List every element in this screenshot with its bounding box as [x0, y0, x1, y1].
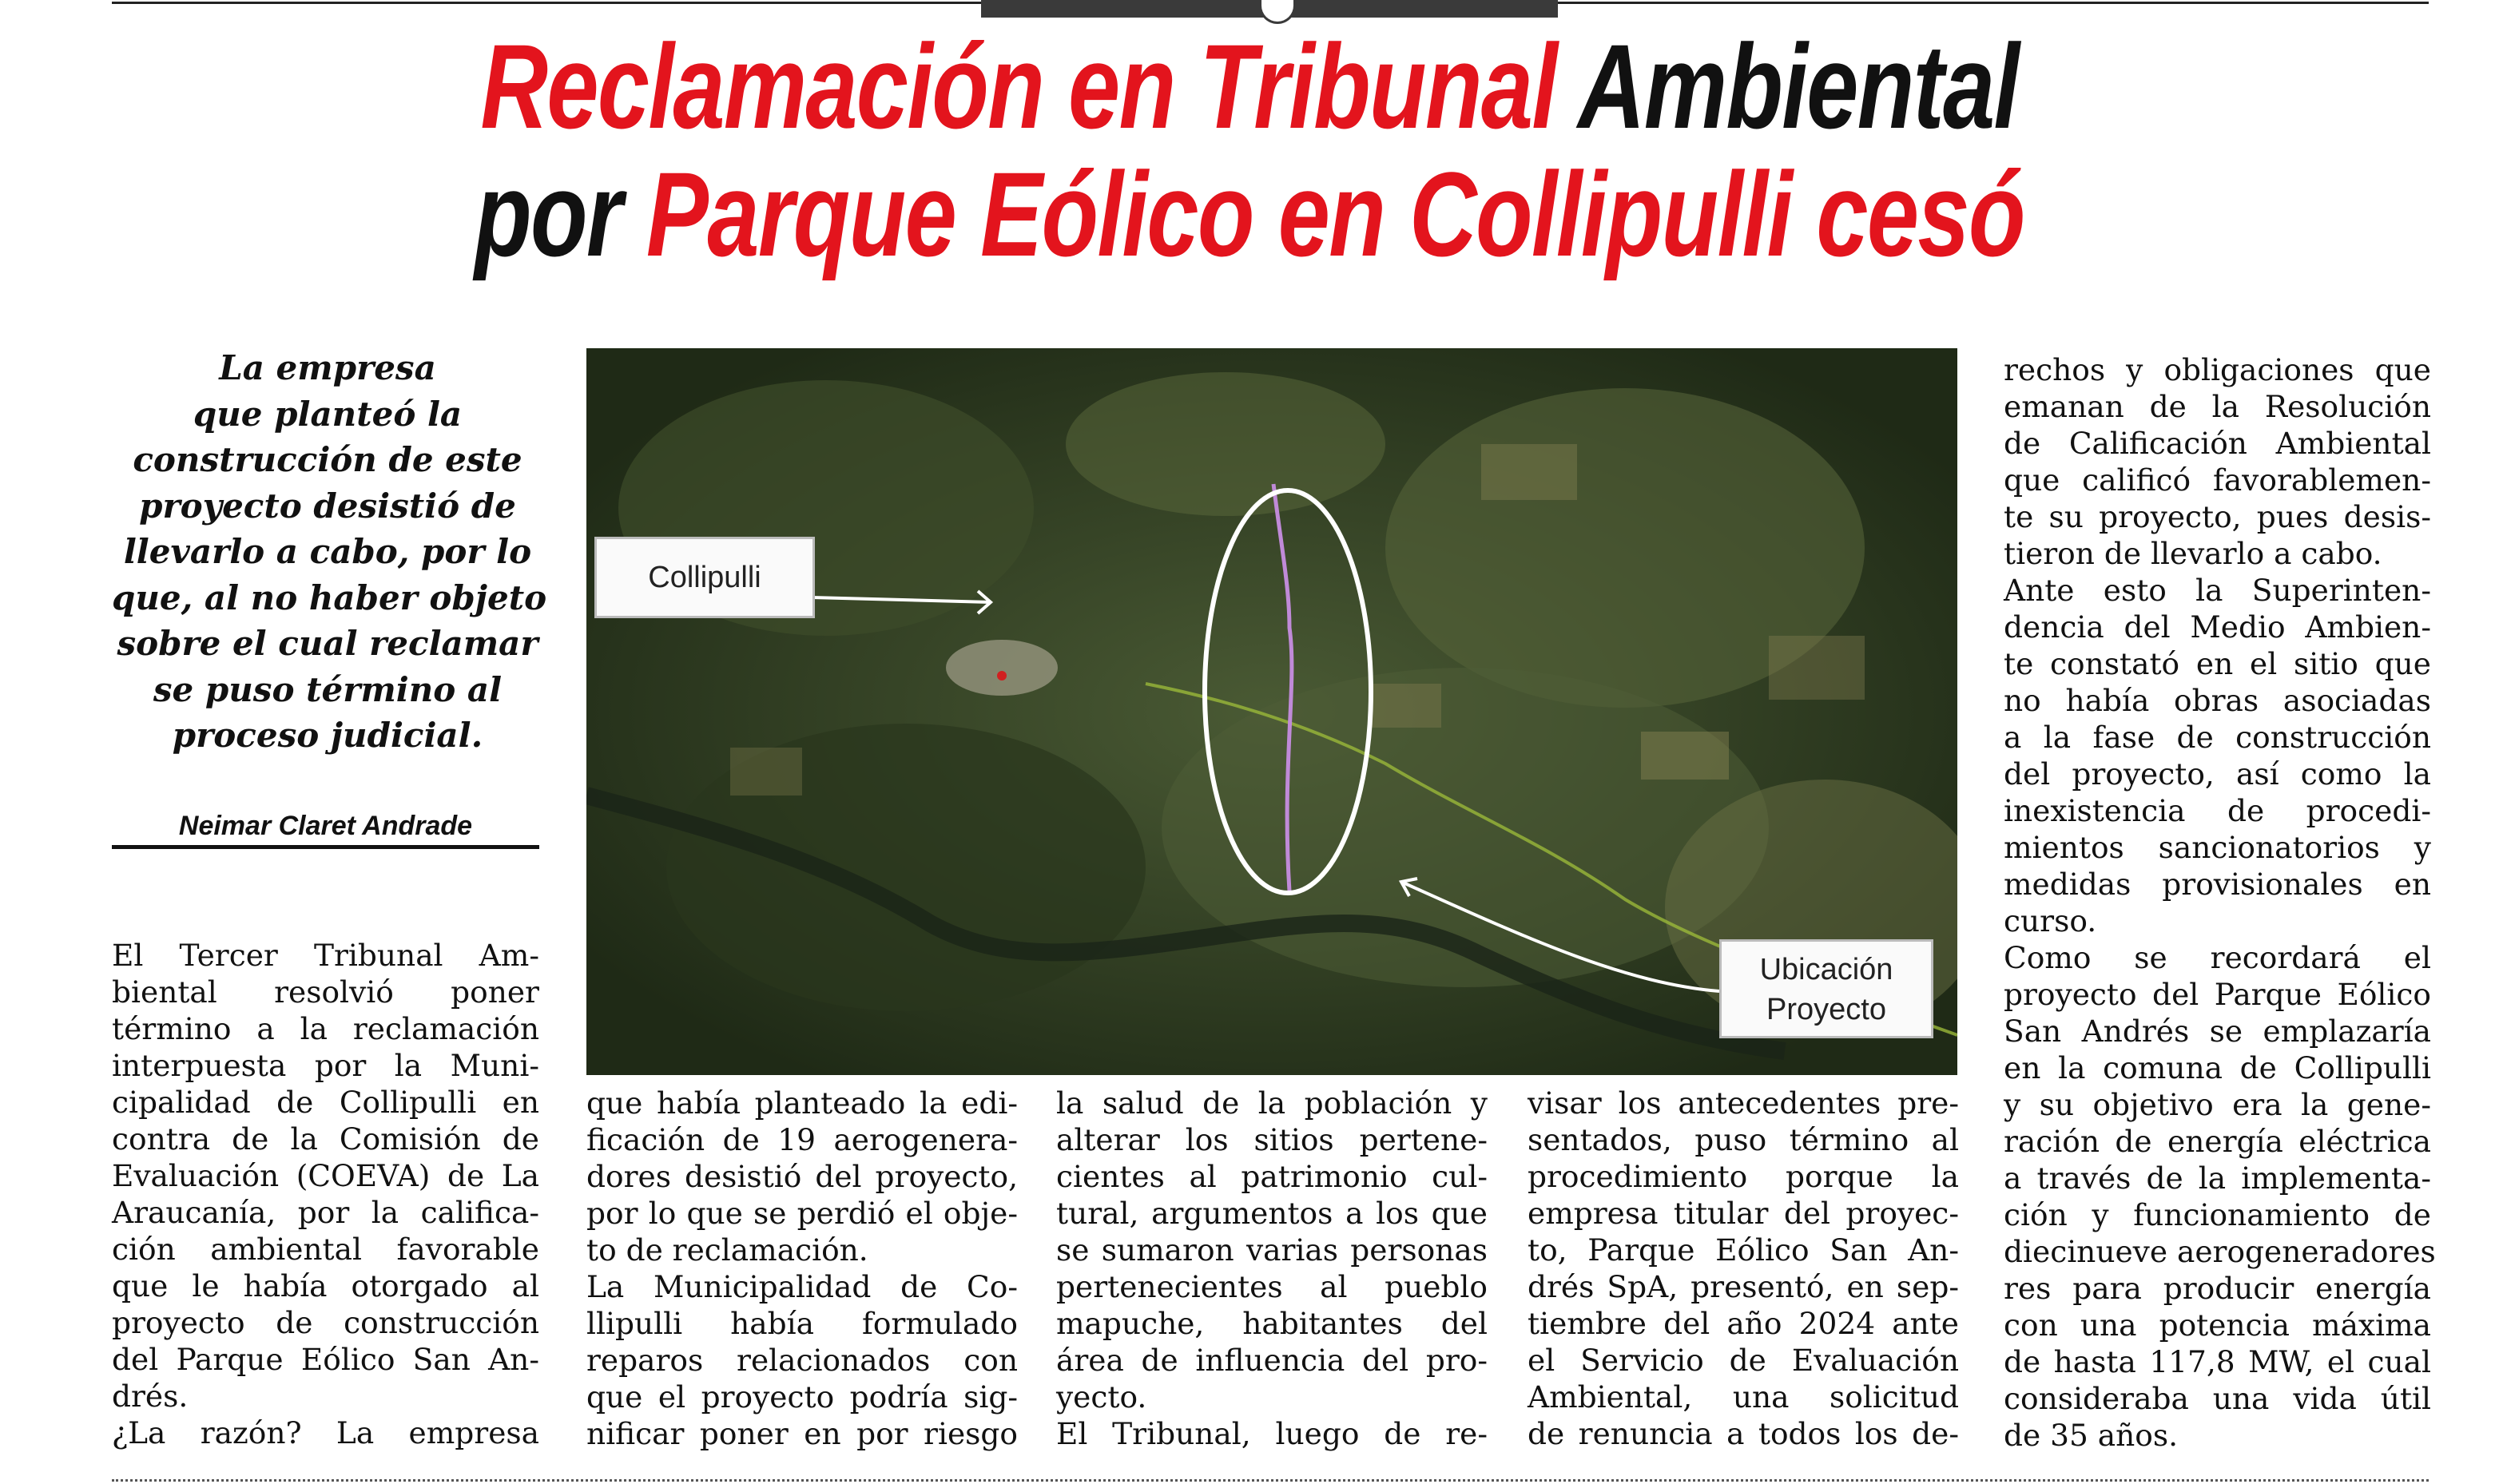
- text-line: tieron de llevarlo a cabo.: [2004, 536, 2382, 571]
- bottom-dotted-rule: [112, 1479, 2429, 1482]
- lead-line: que, al no haber objeto: [112, 577, 547, 617]
- text-line: drés.: [112, 1379, 189, 1414]
- text-line: del proyecto, así como la: [2004, 756, 2431, 792]
- text-line: se sumaron varias personas: [1056, 1232, 1488, 1268]
- text-line: el Servicio de Evaluación: [1528, 1343, 1959, 1378]
- text-line: consideraba una vida útil: [2004, 1381, 2431, 1416]
- text-line: to, Parque Eólico San An-: [1528, 1232, 1959, 1268]
- text-line: de renuncia a todos los de-: [1528, 1416, 1959, 1451]
- text-line: San Andrés se emplazaría: [2004, 1014, 2431, 1049]
- article-column-5: [2004, 351, 2436, 1454]
- text-line: a la fase de construcción: [2004, 720, 2431, 755]
- text-line: yecto.: [1056, 1379, 1147, 1415]
- text-line: ción y funcionamiento de: [2004, 1197, 2431, 1232]
- text-line: emanan de la Resolución: [2004, 389, 2431, 424]
- text-line: diecinueve aerogeneradores: [2004, 1234, 2436, 1269]
- text-line: pertenecientes al pueblo: [1056, 1269, 1488, 1304]
- headline-line-2: [275, 147, 2224, 281]
- text-line: por lo que se perdió el obje-: [586, 1196, 1018, 1231]
- text-line: término a la reclamación: [112, 1011, 539, 1046]
- lead-line: construcción de este: [133, 440, 522, 479]
- text-line: Ambiental, una solicitud: [1528, 1379, 1959, 1415]
- map-label-line: Proyecto: [1766, 993, 1886, 1026]
- text-line: curso.: [2004, 903, 2097, 938]
- text-line: interpuesta por la Muni-: [112, 1048, 539, 1083]
- map-label-line: Ubicación: [1759, 953, 1893, 986]
- byline-rule: [112, 845, 539, 849]
- text-line: proyecto del Parque Eólico: [2004, 977, 2431, 1012]
- lead-summary: [112, 345, 547, 759]
- text-line: cipalidad de Collipulli en: [112, 1085, 539, 1120]
- lead-line: proceso judicial.: [172, 716, 483, 755]
- text-line: y su objetivo era la gene-: [2004, 1087, 2431, 1122]
- text-line: dencia del Medio Ambien-: [2004, 609, 2431, 645]
- text-line: medidas provisionales en: [2004, 867, 2431, 902]
- text-line: sentados, puso término al: [1528, 1122, 1959, 1157]
- text-line: ración de energía eléctrica: [2004, 1124, 2431, 1159]
- text-line: Evaluación (COEVA) de La: [112, 1158, 539, 1193]
- text-line: tiembre del año 2024 ante: [1528, 1306, 1959, 1341]
- headline-black-part: por: [475, 147, 622, 281]
- article-column-2: [586, 1085, 1018, 1452]
- text-line: inexistencia de procedi-: [2004, 793, 2431, 828]
- text-line: tural, argumentos a los que: [1056, 1196, 1488, 1231]
- text-line: ficación de 19 aerogenera-: [586, 1122, 1018, 1157]
- text-line: Como se recordará el: [2004, 940, 2431, 975]
- text-line: proyecto de construcción: [112, 1305, 539, 1340]
- text-line: visar los antecedentes pre-: [1528, 1085, 1959, 1121]
- text-line: dores desistió del proyecto,: [586, 1159, 1018, 1194]
- text-line: cientes al patrimonio cul-: [1056, 1159, 1488, 1194]
- text-line: procedimiento porque la: [1528, 1159, 1959, 1194]
- text-line: llipulli había formulado: [586, 1306, 1018, 1341]
- text-line: área de influencia del pro-: [1056, 1343, 1488, 1378]
- text-line: que el proyecto podría sig-: [586, 1379, 1018, 1415]
- text-line: que calificó favorablemen-: [2004, 462, 2431, 498]
- text-line: nificar poner en por riesgo: [586, 1416, 1018, 1451]
- text-line: ¿La razón? La empresa: [112, 1415, 539, 1450]
- text-line: del Parque Eólico San An-: [112, 1342, 539, 1377]
- headline-line-1: [275, 19, 2224, 153]
- map-label-collipulli: Collipulli: [594, 537, 815, 618]
- lead-line: se puso término al: [153, 669, 503, 709]
- lead-line: que planteó la: [193, 394, 463, 434]
- text-line: Araucanía, por la califica-: [112, 1195, 539, 1230]
- text-line: to de reclamación.: [586, 1232, 868, 1268]
- text-line: La Municipalidad de Co-: [586, 1269, 1018, 1304]
- text-line: de 35 años.: [2004, 1418, 2179, 1453]
- text-line: que había planteado la edi-: [586, 1085, 1018, 1121]
- text-line: de Calificación Ambiental: [2004, 426, 2431, 461]
- text-line: mientos sancionatorios y: [2004, 830, 2431, 865]
- text-line: El Tercer Tribunal Am-: [112, 938, 539, 973]
- article-column-1: [112, 937, 539, 1451]
- article-column-4: [1528, 1085, 1959, 1452]
- text-line: que le había otorgado al: [112, 1268, 539, 1303]
- text-line: te su proyecto, pues desis-: [2004, 499, 2431, 534]
- text-line: empresa titular del proyec-: [1528, 1196, 1959, 1231]
- headline-red-part: Parque Eólico en Collipulli cesó: [646, 147, 2024, 281]
- text-line: la salud de la población y: [1056, 1085, 1488, 1121]
- text-line: a través de la implementa-: [2004, 1161, 2431, 1196]
- text-line: de hasta 117,8 MW, el cual: [2004, 1344, 2431, 1379]
- text-line: El Tribunal, luego de re-: [1056, 1416, 1488, 1451]
- article-column-3: [1056, 1085, 1488, 1452]
- lead-line: sobre el cual reclamar: [117, 624, 538, 663]
- lead-line: llevarlo a cabo, por lo: [123, 532, 532, 571]
- text-line: ción ambiental favorable: [112, 1232, 539, 1267]
- satellite-map-photo: [586, 348, 1957, 1075]
- text-line: no había obras asociadas: [2004, 683, 2431, 718]
- text-line: alterar los sitios pertene-: [1056, 1122, 1488, 1157]
- text-line: con una potencia máxima: [2004, 1307, 2431, 1343]
- headline-black-part: Ambiental: [1577, 19, 2019, 153]
- lead-line: proyecto desistió de: [139, 486, 516, 526]
- text-line: biental resolvió poner: [112, 974, 539, 1010]
- headline-red-part: Reclamación en Tribunal: [480, 19, 1557, 153]
- text-line: contra de la Comisión de: [112, 1121, 539, 1157]
- map-label-ubicacion-proyecto: [1719, 939, 1933, 1038]
- text-line: en la comuna de Collipulli: [2004, 1050, 2431, 1085]
- text-line: res para producir energía: [2004, 1271, 2431, 1306]
- text-line: te constató en el sitio que: [2004, 646, 2431, 681]
- text-line: drés SpA, presentó, en sep-: [1528, 1269, 1959, 1304]
- text-line: rechos y obligaciones que: [2004, 352, 2431, 387]
- text-line: reparos relacionados con: [586, 1343, 1018, 1378]
- text-line: mapuche, habitantes del: [1056, 1306, 1488, 1341]
- text-line: Ante esto la Superinten-: [2004, 573, 2431, 608]
- author-byline: Neimar Claret Andrade: [178, 811, 473, 841]
- lead-line: La empresa: [219, 348, 436, 387]
